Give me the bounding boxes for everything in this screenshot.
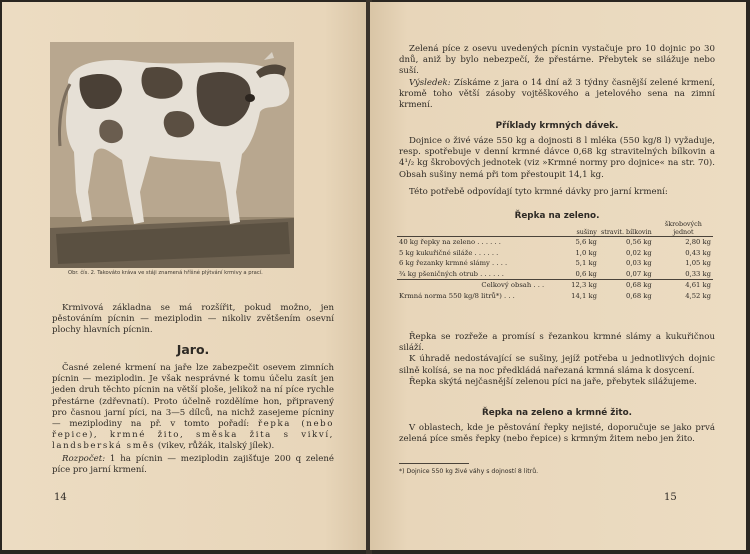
spring-text-c: (vikev, růžák, italský jílek). [155,441,275,452]
table-row [397,258,713,269]
header-protein: stravit. bílkovin [601,227,652,236]
ration-paragraph: Dojnice o živé váze 550 kg a dojnosti 8 l mléka (550 kg/8 l) vyžaduje, resp. spotřebuje v denní krmné dávce 0,68 kg stravitelných bílkovin a 4¹/₂ kg škrobových jednotek (viz »Krmné normy pro dojnice« na str. 70). Obsah sušiny nemá při tom přestoupit 14,1 kg. [399,136,715,180]
table-total-row [397,280,713,291]
intro-paragraph [52,303,334,337]
spring-paragraph [52,363,334,476]
calculation-paragraph [52,454,334,476]
row-dry-matter: 5,6 kg [546,237,599,248]
rye-paragraph: V oblastech, kde je pěstování řepky nejisté, doporučuje se jako prvá zelená píce směs řepky (nebo řepice) s krmným žitem nebo jen žito. [399,423,715,445]
page-number-left: 14 [54,492,67,503]
row-item: 6 kg řezanky krmné slámy . . . . [399,259,508,268]
table-row [397,248,713,259]
page-number-right: 15 [664,492,677,503]
table-row [397,237,713,248]
calculation-text: 1 ha pícnin — meziplodin zajišťuje 200 q zelené píce pro jarní krmení. [52,453,334,475]
result-paragraph [399,78,715,112]
cow-illustration [50,42,294,268]
row-starch-units: 0,33 kg [685,269,711,278]
crop-sequence: řepka (nebo řepice), krmné žito, směska žita s vikví, landsberská směs [52,419,334,452]
norm-protein: 0,68 kg [626,291,652,300]
examples-heading: Příklady krmných dávek. [495,121,619,131]
ration-table [397,221,713,301]
norm-label: Krmná norma 550 kg/8 litrů*) . . . [399,291,515,300]
footnote: *) Dojnice 550 kg živé váhy s dojností 8 litrů. [399,468,539,475]
row-dry-matter: 5,1 kg [575,259,597,268]
drymatter-paragraph: K úhradě nedostávající se sušiny, jejíž potřeba u jednotlivých dojnic silně kolísá, se na noc předkládá nařezaná krmná sláma k dosycení. [399,354,715,376]
section-heading-rye: Řepka na zeleno a krmné žito. [482,408,632,418]
table-header-row [397,221,713,237]
norm-dry-matter: 14,1 kg [571,291,597,300]
spring-text-a: Časné zelené krmení na jaře lze zabezpečit osevem zimních pícnin — meziplodin. Je však nesprávné k tomu účelu zasít jen jeden druh těchto pícnin na větší ploše, jelikož na ní píce rychle přestárne (zdřevnatí). Proto účelně rozdělíme hon, připravený pro časnou jarní píci, na 3—5 dílců, na nichž zasejeme pícniny — meziplodiny na př. v tomto pořadí: [52,363,334,430]
norm-starch-units: 4,52 kg [685,291,711,300]
total-dry-matter: 12,3 kg [546,280,599,291]
row-item: ¾ kg pšeničných otrub . . . . . . [399,269,504,278]
row-protein: 0,07 kg [626,269,652,278]
row-dry-matter: 1,0 kg [575,248,597,257]
row-starch-units: 2,80 kg [654,237,713,248]
surplus-paragraph: Řepka skýtá nejčasnější zelenou píci na jaře, přebytek silážujeme. [409,376,697,387]
result-text: Získáme z jara o 14 dní až 3 týdny časnější zelené krmení, kromě toho větší zásoby vojtěškového a jetelového sena na zimní krmení. [399,77,715,111]
ration-intro [399,136,715,198]
table-norm-row [397,291,713,302]
row-protein: 0,56 kg [599,237,654,248]
row-starch-units: 1,05 kg [685,259,711,268]
rye-paragraph-block [399,423,715,445]
greenfeed-paragraph: Zelená píce z osevu uvedených pícnin vystačuje pro 10 dojnic po 30 dnů, aniž by bylo nebezpečí, že přestárne. Přebytek se silážuje nebo suší. [399,44,715,77]
right-page [370,2,746,550]
row-protein: 0,03 kg [626,259,652,268]
row-dry-matter: 0,6 kg [575,269,597,278]
left-page [2,2,368,550]
table-heading: Řepka na zeleno. [514,211,600,221]
intro-text: Krmivová základna se má rozšířit, pokud možno, jen pěstováním pícnin — meziplodin — nikoliv zvětšením osevní plochy hlavních pícnin. [52,303,334,336]
spring-text [52,363,334,453]
header-dry-matter: sušiny [576,227,597,236]
cow-photo [50,42,294,268]
total-label: Celkový obsah . . . [397,280,546,291]
footnote-rule [399,463,469,464]
cutting-paragraph: Řepka se rozřeže a promísí s řezankou krmné slámy a kukuřičnou siláží. [399,332,715,354]
total-protein: 0,68 kg [599,280,654,291]
header-starch-units: škrobových jednot [664,220,702,236]
result-label: Výsledek: [409,77,451,88]
row-protein: 0,02 kg [626,248,652,257]
row-item: 5 kg kukuřičné siláže . . . . . . [399,248,499,257]
row-starch-units: 0,43 kg [685,248,711,257]
ration-notes [399,332,715,388]
right-top-text [399,44,715,111]
ration-lead: Této potřebě odpovídají tyto krmné dávky pro jarní krmení: [409,186,668,197]
row-item: 40 kg řepky na zeleno . . . . . . [397,237,546,248]
table-row [397,269,713,280]
total-starch-units: 4,61 kg [654,280,713,291]
figure-caption: Obr. čís. 2. Takováto kráva ve stáji znamená hříšné plýtvání krmivy a prací. [68,270,263,276]
section-heading-spring: Jaro. [176,342,210,357]
calculation-label: Rozpočet: [62,453,106,464]
header-item [397,221,546,237]
